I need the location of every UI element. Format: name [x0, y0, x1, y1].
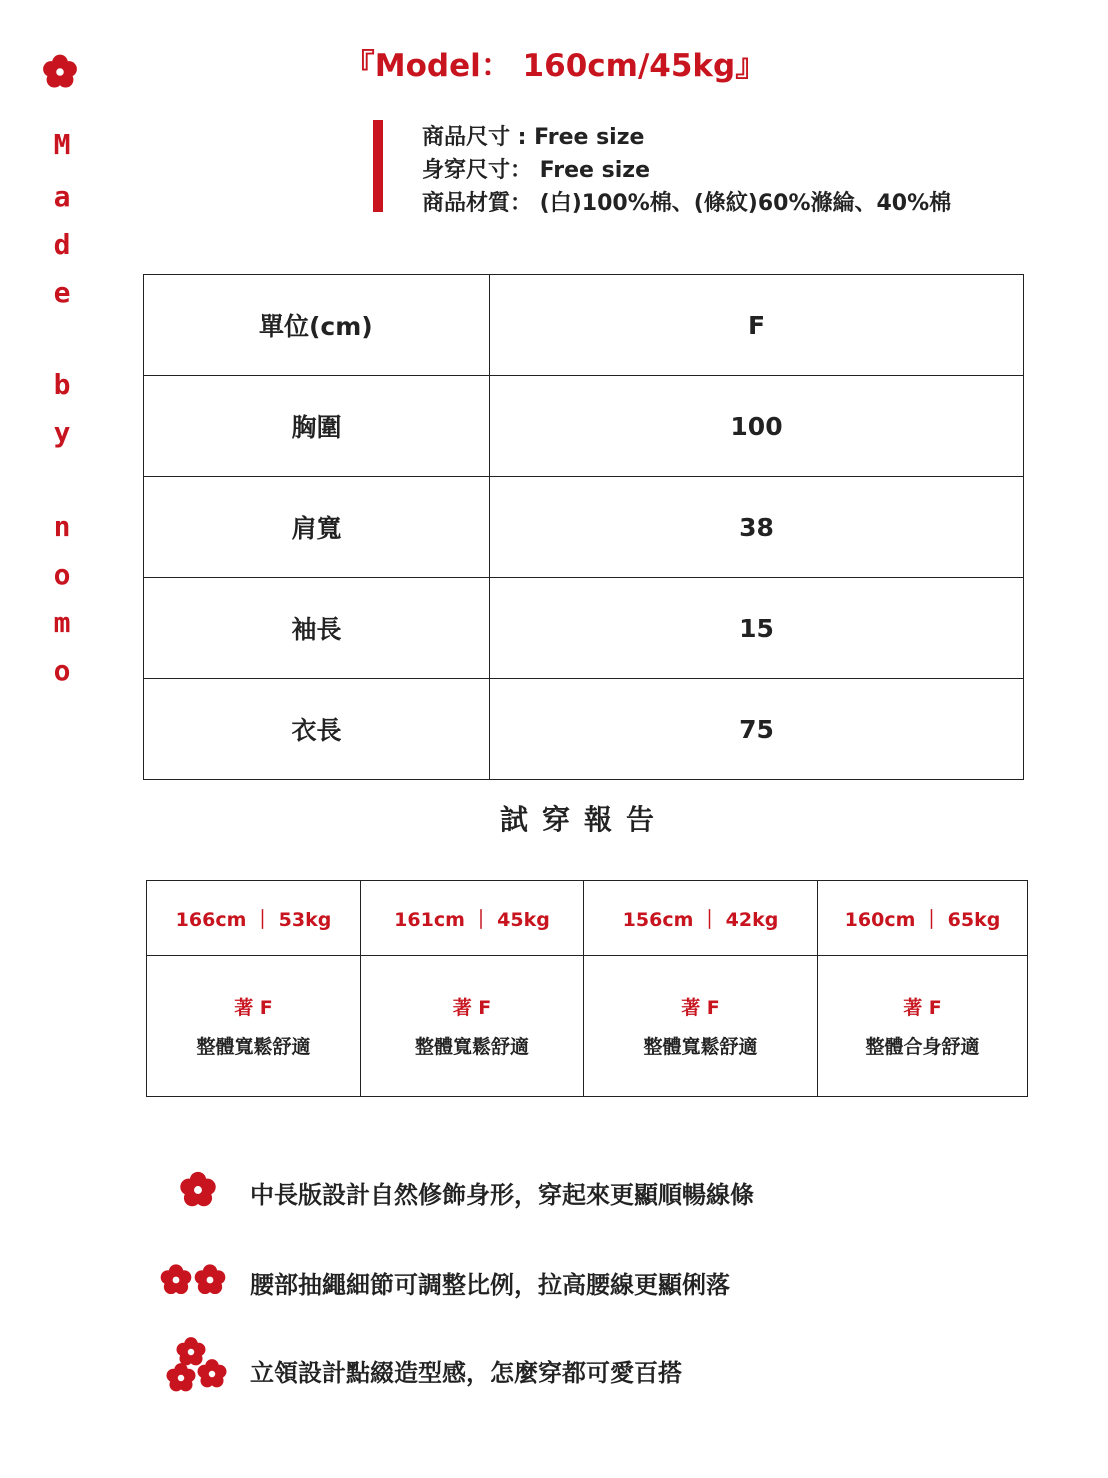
measure-label: 袖長	[144, 578, 490, 679]
report-body-row	[147, 956, 1028, 1097]
measure-label: 衣長	[144, 679, 490, 780]
tester-fit: 整體寬鬆舒適	[414, 1036, 529, 1058]
size-label: F	[490, 275, 1024, 376]
feature-text: 腰部抽繩細節可調整比例，拉高腰線更顯俐落	[250, 1271, 730, 1299]
feature-text: 立領設計點綴造型感，怎麼穿都可愛百搭	[250, 1359, 682, 1387]
brand-letter: b	[53, 368, 71, 401]
report-title: 試穿報告	[499, 803, 668, 836]
brand-letter: y	[53, 416, 71, 449]
brand-letter: m	[53, 606, 71, 639]
measure-label: 胸圍	[144, 376, 490, 477]
table-row	[144, 376, 1024, 477]
feature-text: 中長版設計自然修飾身形，穿起來更顯順暢線條	[250, 1181, 754, 1209]
tester-size: 著 F	[452, 997, 492, 1019]
brand-letter: o	[53, 654, 71, 687]
spec-accent-bar	[373, 120, 383, 212]
tester-fit: 整體寬鬆舒適	[643, 1036, 758, 1058]
measure-value: 38	[490, 477, 1024, 578]
size-table-header	[144, 275, 1024, 376]
brand-letter: o	[53, 558, 71, 591]
measure-value: 75	[490, 679, 1024, 780]
tester-cell	[147, 956, 361, 1097]
spec-product-size: 商品尺寸 : Free size	[422, 125, 645, 150]
brand-letter: a	[53, 180, 71, 213]
tester-size: 著 F	[234, 997, 273, 1019]
tester-stats: 160cm ｜ 65kg	[818, 881, 1028, 956]
triple-flower-icon	[163, 1330, 235, 1402]
tester-cell	[818, 956, 1028, 1097]
try-on-report-table	[146, 880, 1028, 1097]
measure-label: 肩寬	[144, 477, 490, 578]
table-row	[144, 679, 1024, 780]
unit-label: 單位(cm)	[144, 275, 490, 376]
model-title: 『Model： 160cm/45kg』	[343, 48, 767, 84]
brand-letter: d	[53, 228, 71, 261]
tester-fit: 整體寬鬆舒適	[196, 1036, 311, 1058]
brand-letter: n	[53, 510, 71, 543]
double-flower-icon	[156, 1258, 230, 1302]
tester-stats: 166cm ｜ 53kg	[147, 881, 361, 956]
spec-wear-size: 身穿尺寸： Free size	[422, 158, 650, 183]
table-row	[144, 477, 1024, 578]
report-header-row	[147, 881, 1028, 956]
tester-size: 著 F	[681, 997, 720, 1019]
single-flower-icon	[176, 1168, 220, 1212]
spec-material: 商品材質： (白)100%棉、(條紋)60%滌綸、40%棉	[422, 191, 952, 216]
brand-flower-icon	[40, 52, 80, 92]
tester-stats: 156cm ｜ 42kg	[584, 881, 818, 956]
tester-stats: 161cm ｜ 45kg	[361, 881, 584, 956]
brand-letter: e	[53, 276, 71, 309]
measure-value: 100	[490, 376, 1024, 477]
tester-size: 著 F	[903, 997, 942, 1019]
table-row	[144, 578, 1024, 679]
tester-cell	[584, 956, 818, 1097]
size-table	[143, 274, 1024, 780]
measure-value: 15	[490, 578, 1024, 679]
brand-letter: M	[53, 128, 71, 161]
tester-cell	[361, 956, 584, 1097]
tester-fit: 整體合身舒適	[865, 1036, 980, 1058]
